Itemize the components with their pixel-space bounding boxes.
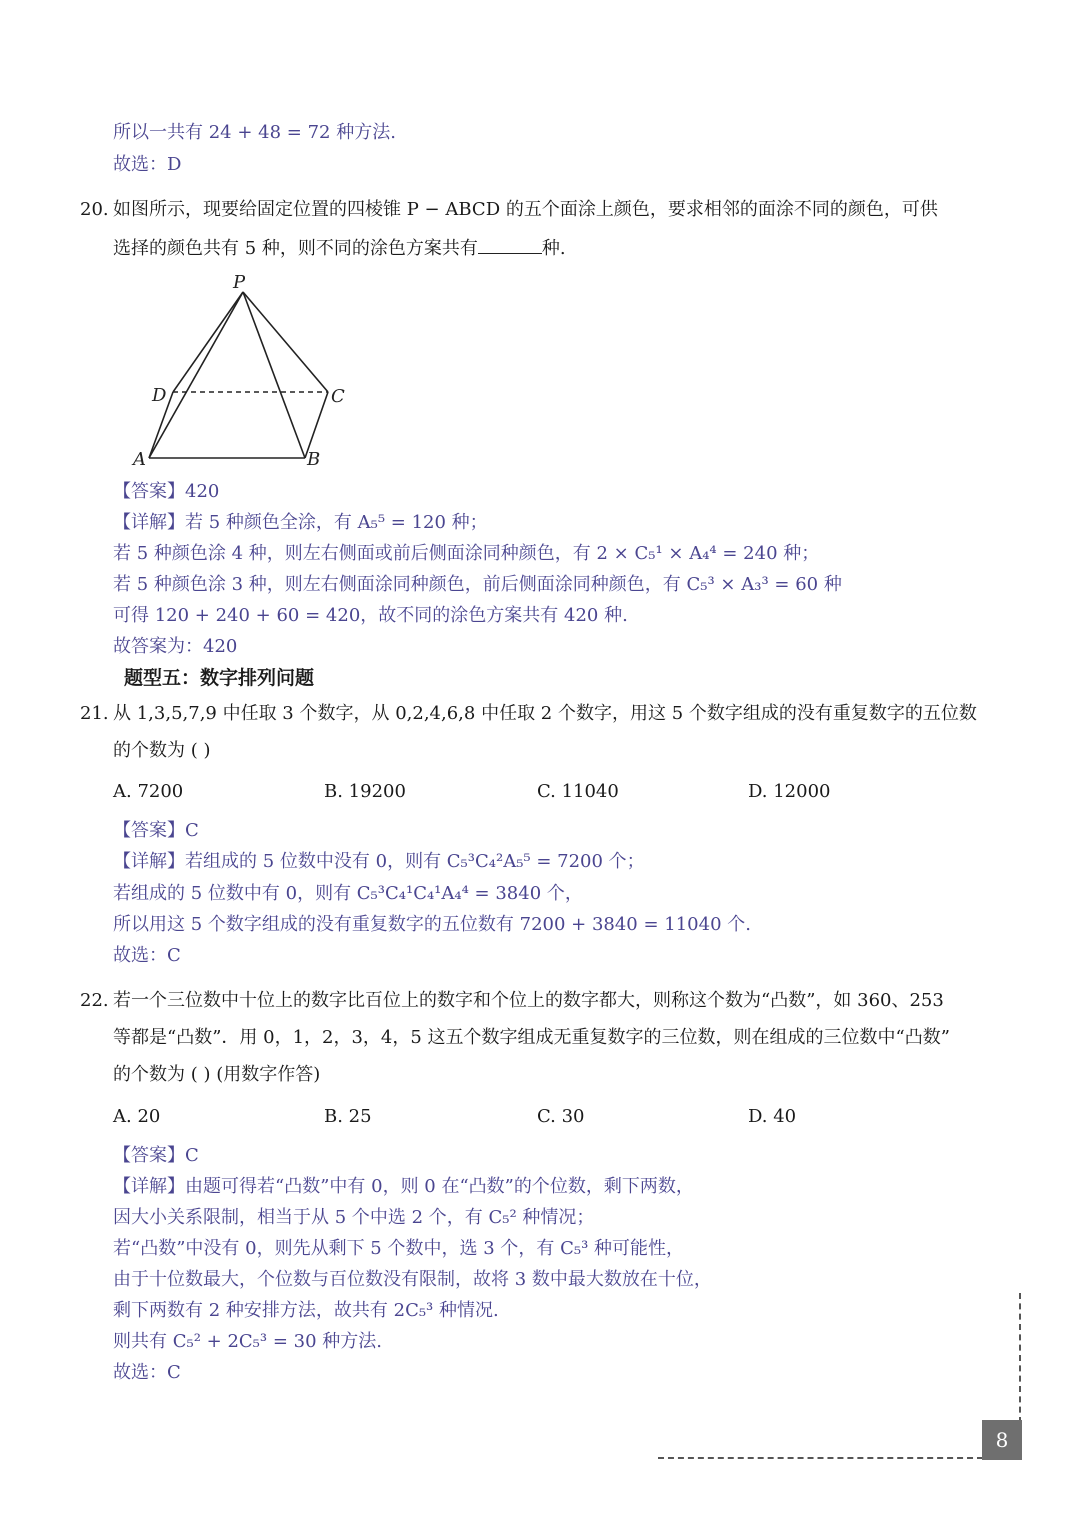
solution-line: 若 5 种颜色涂 3 种，则左右侧面涂同种颜色，前后侧面涂同种颜色，有 C₅³ × A₃³ = 60 种 bbox=[113, 574, 842, 595]
solution-line: 若组成的 5 位数中有 0，则有 C₅³C₄¹C₄¹A₄⁴ = 3840 个， bbox=[113, 883, 583, 904]
question-text: 从 1,3,5,7,9 中任取 3 个数字，从 0,2,4,6,8 中任取 2 个数字，用这 5 个数字组成的没有重复数字的五位数 bbox=[113, 703, 977, 724]
vertex-label-P: P bbox=[233, 272, 246, 293]
edge-PC bbox=[243, 292, 328, 392]
option-c[interactable]: C. 30 bbox=[537, 1106, 585, 1127]
solution-line: 因大小关系限制，相当于从 5 个中选 2 个，有 C₅² 种情况； bbox=[113, 1207, 595, 1228]
option-b[interactable]: B. 25 bbox=[324, 1106, 372, 1127]
answer-line: 【答案】420 bbox=[113, 481, 220, 502]
answer-line: 【答案】C bbox=[113, 820, 199, 841]
solution-line: 则共有 C₅² + 2C₅³ = 30 种方法. bbox=[113, 1331, 382, 1352]
solution-line: 【详解】由题可得若“凸数”中有 0，则 0 在“凸数”的个位数，剩下两数， bbox=[113, 1176, 694, 1197]
vertex-label-D: D bbox=[152, 385, 167, 406]
question-text: 等都是“凸数”．用 0，1，2，3，4，5 这五个数字组成无重复数字的三位数，则在组成的三位数中“凸数” bbox=[113, 1027, 950, 1048]
solution-line: 所以用这 5 个数字组成的没有重复数字的五位数有 7200 + 3840 = 11040 个. bbox=[113, 914, 751, 935]
edge-PA bbox=[149, 292, 243, 458]
solution-line: 所以一共有 24 + 48 = 72 种方法. bbox=[113, 122, 396, 143]
answer-blank bbox=[478, 235, 542, 254]
question-text-part: 选择的颜色共有 5 种，则不同的涂色方案共有 bbox=[113, 238, 478, 259]
solution-line: 【详解】若 5 种颜色全涂，有 A₅⁵ = 120 种； bbox=[113, 512, 488, 533]
solution-line: 可得 120 + 240 + 60 = 420，故不同的涂色方案共有 420 种. bbox=[113, 605, 628, 626]
question-text bbox=[113, 235, 566, 261]
edge-PB bbox=[243, 292, 305, 458]
solution-line: 若“凸数”中没有 0，则先从剩下 5 个数中，选 3 个，有 C₅³ 种可能性， bbox=[113, 1238, 685, 1259]
solution-line: 故选：D bbox=[113, 154, 182, 175]
option-d[interactable]: D. 12000 bbox=[748, 781, 831, 802]
solution-line: 若 5 种颜色涂 4 种，则左右侧面或前后侧面涂同种颜色，有 2 × C₅¹ × A₄⁴ = 240 种； bbox=[113, 543, 820, 564]
question-text: 的个数为 ( ) bbox=[113, 740, 211, 761]
solution-line: 【详解】若组成的 5 位数中没有 0，则有 C₅³C₄²A₅⁵ = 7200 个； bbox=[113, 851, 645, 872]
option-a[interactable]: A. 7200 bbox=[113, 781, 184, 802]
solution-line: 故答案为：420 bbox=[113, 636, 238, 657]
option-c[interactable]: C. 11040 bbox=[537, 781, 619, 802]
question-text: 的个数为 ( ) (用数字作答) bbox=[113, 1064, 321, 1085]
vertex-label-A: A bbox=[133, 449, 146, 470]
question-text: 如图所示，现要给固定位置的四棱锥 P − ABCD 的五个面涂上颜色，要求相邻的面涂不同的颜色，可供 bbox=[113, 199, 938, 220]
option-b[interactable]: B. 19200 bbox=[324, 781, 406, 802]
pyramid-figure bbox=[125, 268, 365, 473]
section-heading: 题型五：数字排列问题 bbox=[124, 667, 315, 689]
answer-line: 【答案】C bbox=[113, 1145, 199, 1166]
question-number: 20. bbox=[80, 199, 109, 220]
option-d[interactable]: D. 40 bbox=[748, 1106, 797, 1127]
page-border-dashed-vertical bbox=[1019, 1293, 1021, 1423]
page-border-dashed-horizontal bbox=[658, 1457, 983, 1459]
edge-PD bbox=[173, 292, 243, 392]
solution-line: 剩下两数有 2 种安排方法，故共有 2C₅³ 种情况. bbox=[113, 1300, 499, 1321]
option-a[interactable]: A. 20 bbox=[113, 1106, 161, 1127]
question-text-part: 种. bbox=[541, 238, 566, 259]
question-number: 21. bbox=[80, 703, 109, 724]
vertex-label-C: C bbox=[331, 386, 345, 407]
page-number: 8 bbox=[982, 1420, 1022, 1460]
question-number: 22. bbox=[80, 990, 109, 1011]
solution-line: 故选：C bbox=[113, 945, 181, 966]
solution-line: 故选：C bbox=[113, 1362, 181, 1383]
solution-line: 由于十位数最大，个位数与百位数没有限制，故将 3 数中最大数放在十位， bbox=[113, 1269, 712, 1290]
vertex-label-B: B bbox=[307, 449, 321, 470]
question-text: 若一个三位数中十位上的数字比百位上的数字和个位上的数字都大，则称这个数为“凸数”，如 360、253 bbox=[113, 990, 944, 1011]
